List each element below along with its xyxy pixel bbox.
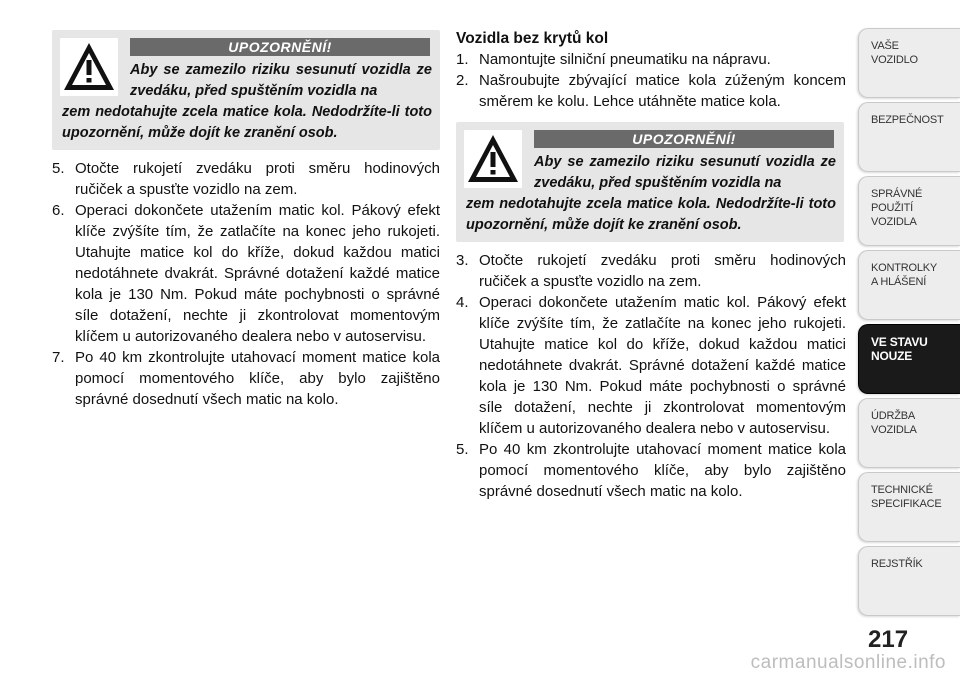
step-text: Otočte rukojetí zvedáku proti směru hodinových ručiček a spusťte vozidlo na zem. — [479, 252, 846, 290]
list-item — [456, 250, 846, 292]
tab-label: TECHNICKÉ SPECIFIKACE — [871, 484, 942, 510]
step-number: 4. — [456, 294, 469, 311]
steps-list-right-top — [456, 49, 846, 112]
step-text: Namontujte silniční pneumatiku na nápravu. — [479, 51, 771, 68]
tab-label: VE STAVU NOUZE — [871, 335, 928, 363]
list-item — [456, 70, 846, 112]
tab-technicke-specifikace[interactable] — [858, 472, 960, 542]
list-item — [52, 200, 440, 347]
tab-label: REJSTŘÍK — [871, 558, 923, 570]
warning-line-2: zem nedotahujte zcela matice kola. Nedodržíte-li toto upozornění, může dojít ke zranění osob. — [466, 196, 836, 233]
step-number: 2. — [456, 72, 469, 89]
step-number: 3. — [456, 252, 469, 269]
tab-label: SPRÁVNÉ POUŽITÍ VOZIDLA — [871, 188, 923, 228]
list-item — [456, 49, 846, 70]
list-item — [52, 347, 440, 410]
tab-vase-vozidlo[interactable] — [858, 28, 960, 98]
page-number: 217 — [868, 626, 909, 653]
section-heading: Vozidla bez krytů kol — [456, 30, 609, 47]
step-text: Operaci dokončete utažením matic kol. Pákový efekt klíče zvýšíte tím, že zatlačíte na konec jeho rukojeti. Utahujte matice kol do kříže, dokud každou matici nedotáhnete dvakrát. Správné dotažení každé matice kola je 130 Nm. Pokud máte pochybnosti o správné síle dotažení, nechte ji zkontrolovat momentovým klíčem u autorizovaného dealera nebo v autoservisu. — [75, 202, 440, 345]
warning-box-left — [52, 30, 440, 150]
step-number: 5. — [52, 160, 65, 177]
tab-udrzba[interactable] — [858, 398, 960, 468]
steps-list-right-bottom — [456, 250, 846, 502]
warning-title: UPOZORNĚNÍ! — [534, 130, 834, 148]
tab-label: BEZPEČNOST — [871, 114, 944, 126]
step-text: Po 40 km zkontrolujte utahovací moment matice kola pomocí momentového klíče, aby bylo zajištěno správné dosednutí všech matic na kolo. — [75, 349, 440, 408]
warning-box-right — [456, 122, 844, 242]
step-text: Operaci dokončete utažením matic kol. Pákový efekt klíče zvýšíte tím, že zatlačíte na konec jeho rukojeti. Utahujte matice kol do kříže, dokud každou matici nedotáhnete dvakrát. Správné dotažení každé matice kola je 130 Nm. Pokud máte pochybnosti o správné síle dotažení, nechte ji zkontrolovat momentovým klíčem u autorizovaného dealera nebo v autoservisu. — [479, 294, 846, 437]
step-text: Po 40 km zkontrolujte utahovací moment matice kola pomocí momentového klíče, aby bylo zajištěno správné dosednutí všech matic na kolo. — [479, 441, 846, 500]
warning-triangle-icon — [60, 38, 118, 96]
step-text: Našroubujte zbývající matice kola zúženým koncem směrem ke kolu. Lehce utáhněte matice kola. — [479, 72, 846, 110]
tab-label: KONTROLKY A HLÁŠENÍ — [871, 262, 938, 288]
tab-rejstrik[interactable] — [858, 546, 960, 616]
warning-triangle-icon — [464, 130, 522, 188]
warning-title: UPOZORNĚNÍ! — [130, 38, 430, 56]
warning-line-2: zem nedotahujte zcela matice kola. Nedodržíte-li toto upozornění, může dojít ke zranění osob. — [62, 104, 432, 141]
tab-bezpecnost[interactable] — [858, 102, 960, 172]
tab-spravne-pouziti[interactable] — [858, 176, 960, 246]
step-text: Otočte rukojetí zvedáku proti směru hodinových ručiček a spusťte vozidlo na zem. — [75, 160, 440, 198]
chapter-tabs — [858, 28, 960, 620]
list-item — [456, 439, 846, 502]
warning-line-1: Aby se zamezilo riziku sesunutí vozidla ze zvedáku, před spuštěním vozidla na — [534, 154, 836, 191]
tab-ve-stavu-nouze[interactable] — [858, 324, 960, 394]
tab-label: ÚDRŽBA VOZIDLA — [871, 410, 917, 436]
tab-kontrolky[interactable] — [858, 250, 960, 320]
warning-line-1: Aby se zamezilo riziku sesunutí vozidla ze zvedáku, před spuštěním vozidla na — [130, 62, 432, 99]
step-number: 6. — [52, 202, 65, 219]
step-number: 1. — [456, 51, 469, 68]
list-item — [456, 292, 846, 439]
tab-label: VAŠE VOZIDLO — [871, 40, 918, 66]
step-number: 7. — [52, 349, 65, 366]
watermark: carmanualsonline.info — [750, 652, 946, 673]
step-number: 5. — [456, 441, 469, 458]
steps-list-left — [52, 158, 440, 410]
list-item — [52, 158, 440, 200]
